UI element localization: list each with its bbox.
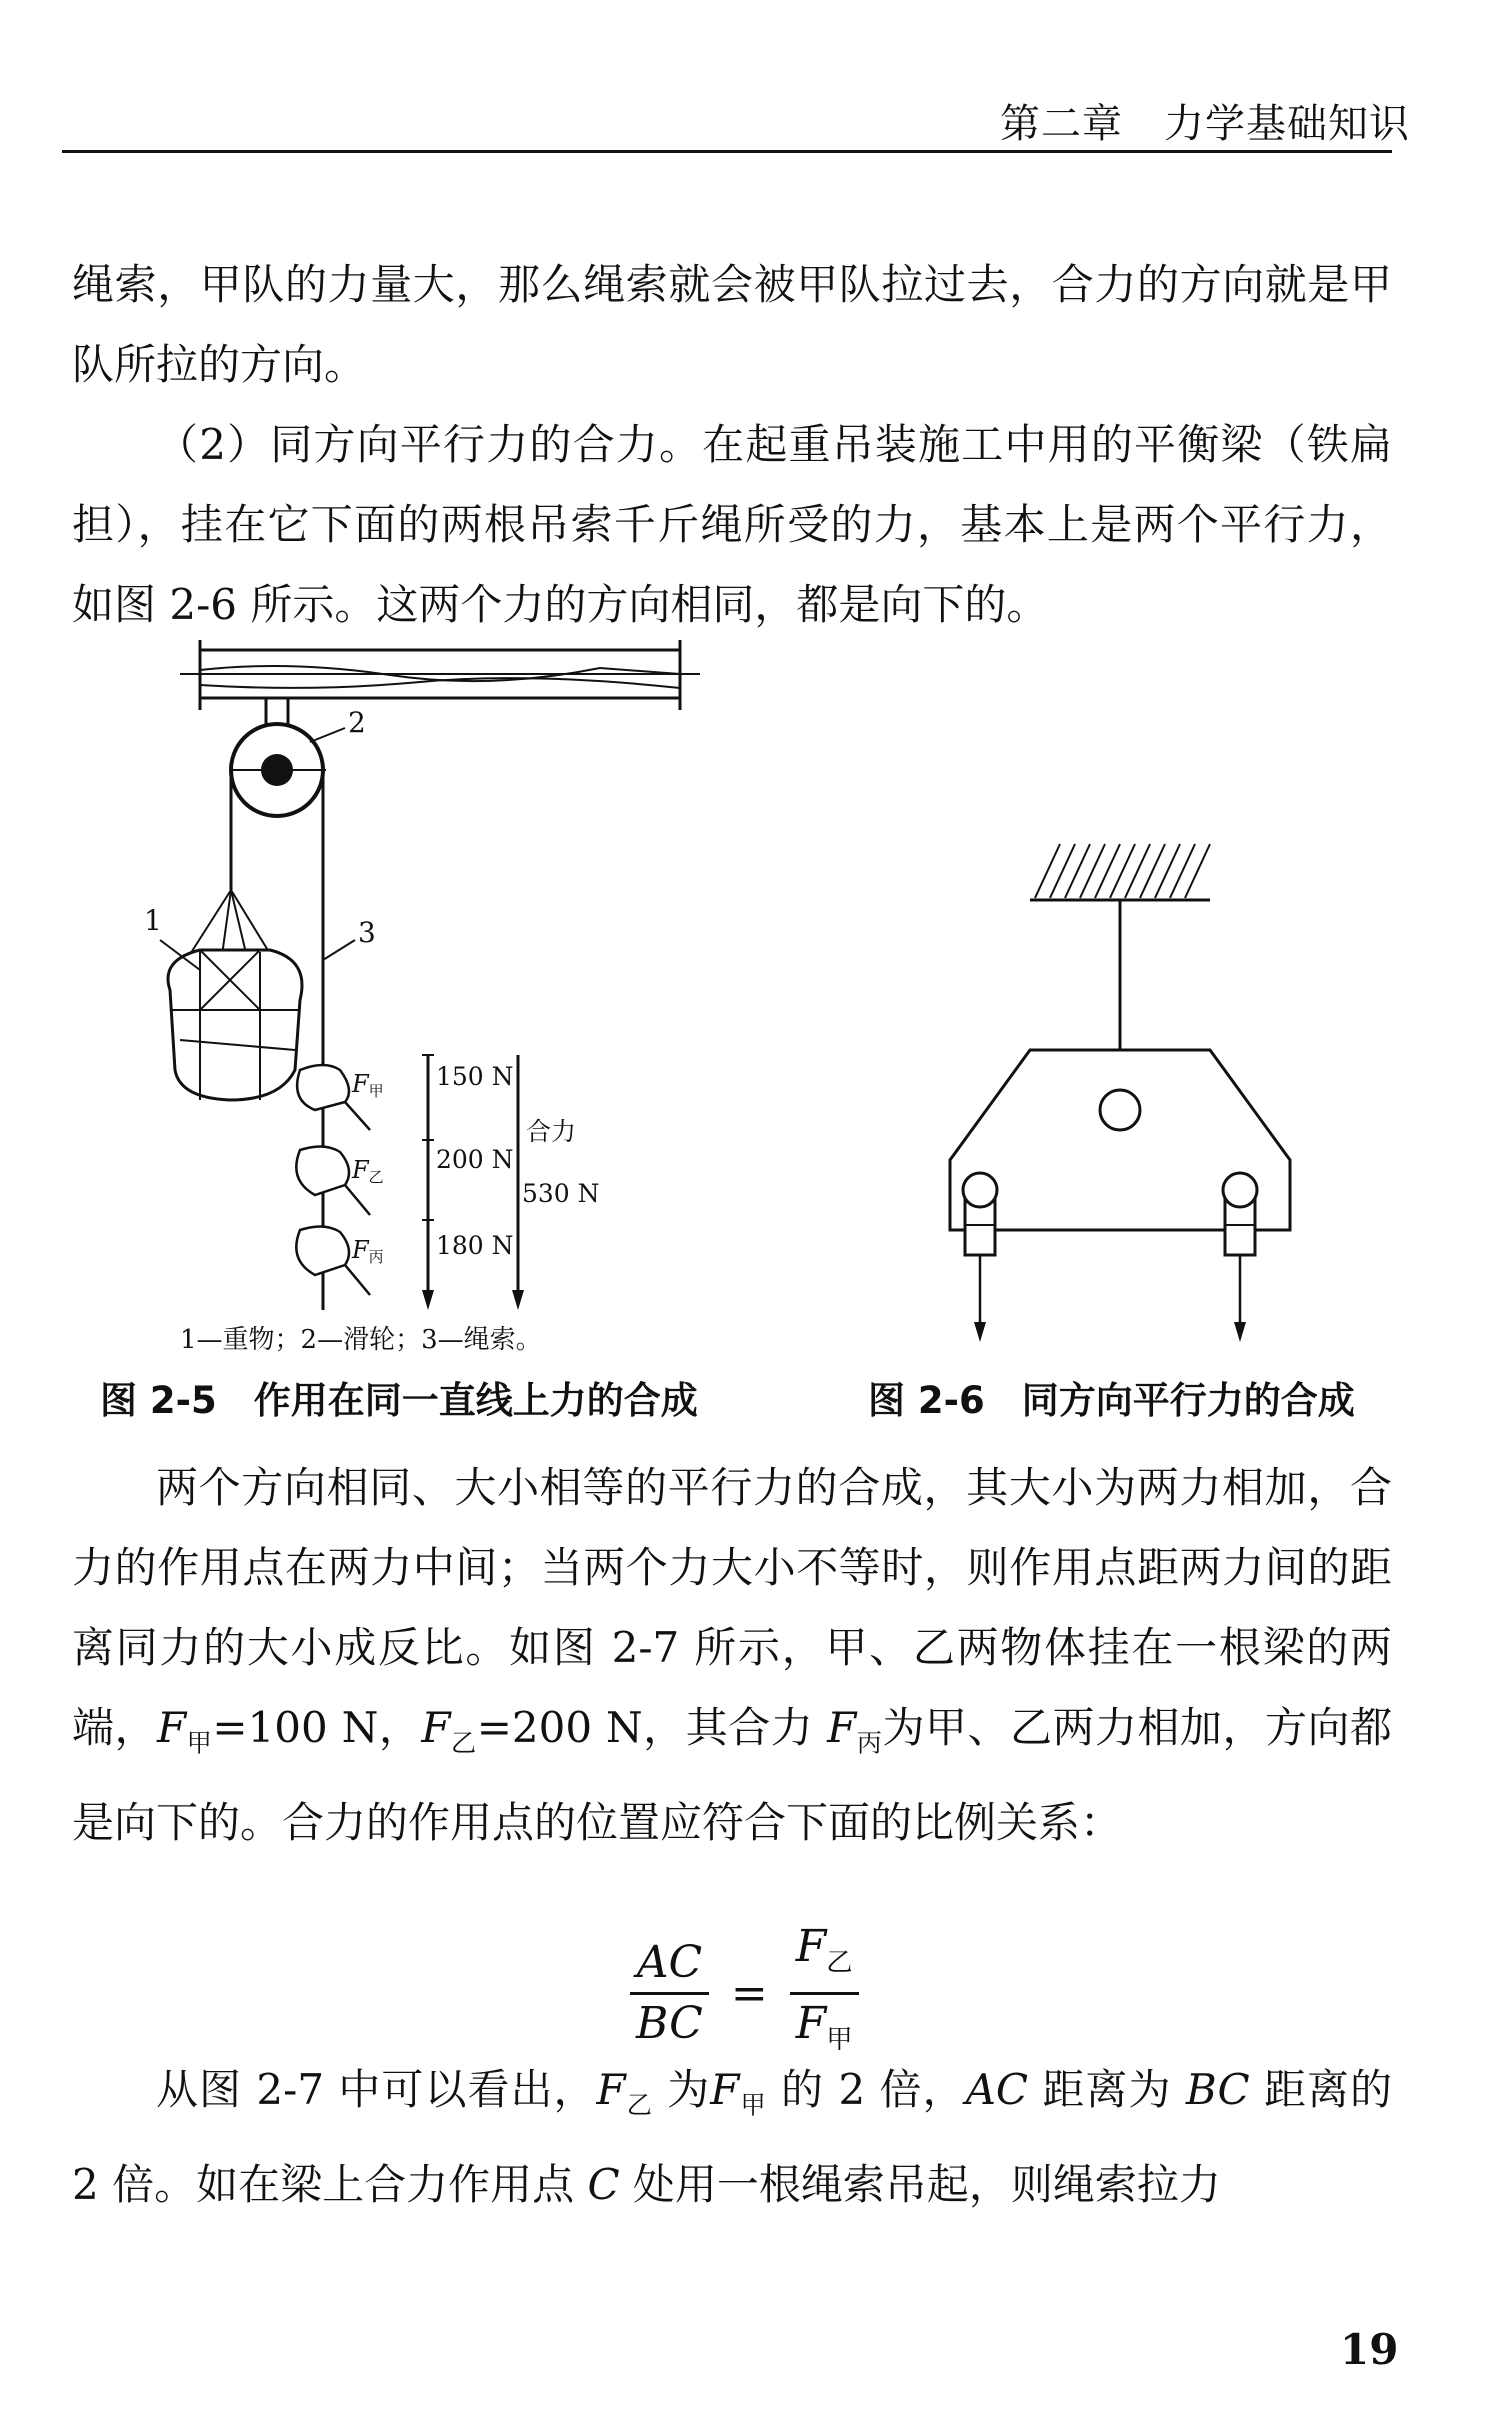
formula-equals: = (730, 1967, 768, 2019)
paragraph-continuation: 绳索，甲队的力量大，那么绳索就会被甲队拉过去，合力的方向就是甲队所拉的方向。 (72, 260, 1392, 389)
figure-2-6-drawing (900, 630, 1320, 1360)
formula-left-fraction: $\frac{AC}{BC}$ (630, 1934, 709, 2053)
label-2: 2 (348, 706, 366, 739)
middle-text-block (72, 1448, 1392, 1863)
label-3: 3 (358, 916, 376, 949)
figure-2-5-caption: 图 2-5 作用在同一直线上力的合成 (100, 1379, 698, 1422)
force-label-c: F丙 (352, 1236, 384, 1266)
resultant-label: 合力 (526, 1117, 577, 1146)
figure-2-5-drawing (140, 630, 840, 1360)
page-number: 19 (1340, 2325, 1399, 2374)
ratio-formula (630, 1918, 859, 2069)
top-text-block (72, 245, 1392, 645)
formula-right-fraction: $\frac{F_乙}{F_甲}$ (790, 1918, 859, 2069)
resultant-value: 530 N (522, 1179, 600, 1208)
page-header-title: 第二章 力学基础知识 (1000, 101, 1410, 147)
force-value-b: 200 N (436, 1145, 514, 1174)
bottom-text-block (72, 2050, 1392, 2225)
figure-area (0, 630, 1500, 1430)
paragraph-inverse-ratio: 两个方向相同、大小相等的平行力的合成，其大小为两力相加，合力的作用点在两力中间；当两个力大小不等时，则作用点距两力间的距离同力的大小成反比。如图 2-7 所示，甲、乙两物体挂在一根梁的两端，$F_甲=100$ N，$F_乙=200$ N，其合力 $F_丙$为甲、乙两力相加，方向都是向下的。合力的作用点的位置应符合下面的比例关系： (72, 1463, 1392, 1848)
paragraph-parallel-forces: （2）同方向平行力的合力。在起重吊装施工中用的平衡梁（铁扁担），挂在它下面的两根吊索千斤绳所受的力，基本上是两个平行力，如图 2-6 所示。这两个力的方向相同，都是向下的。 (72, 420, 1392, 629)
force-value-c: 180 N (436, 1231, 514, 1260)
paragraph-conclusion: 从图 2-7 中可以看出，$F_乙$ 为$F_甲$ 的 2 倍，AC 距离为 BC 距离的 2 倍。如在梁上合力作用点 C 处用一根绳索吊起，则绳索拉力 (72, 2065, 1393, 2210)
header-rule (62, 150, 1392, 153)
figure-2-6-caption: 图 2-6 同方向平行力的合成 (868, 1379, 1355, 1422)
label-1: 1 (144, 904, 162, 937)
force-label-b: F乙 (352, 1156, 384, 1186)
weight-icon (168, 950, 302, 1100)
force-label-a: F甲 (352, 1070, 384, 1100)
force-value-a: 150 N (436, 1062, 514, 1091)
figure-2-5-legend: 1—重物；2—滑轮；3—绳索。 (180, 1325, 542, 1355)
